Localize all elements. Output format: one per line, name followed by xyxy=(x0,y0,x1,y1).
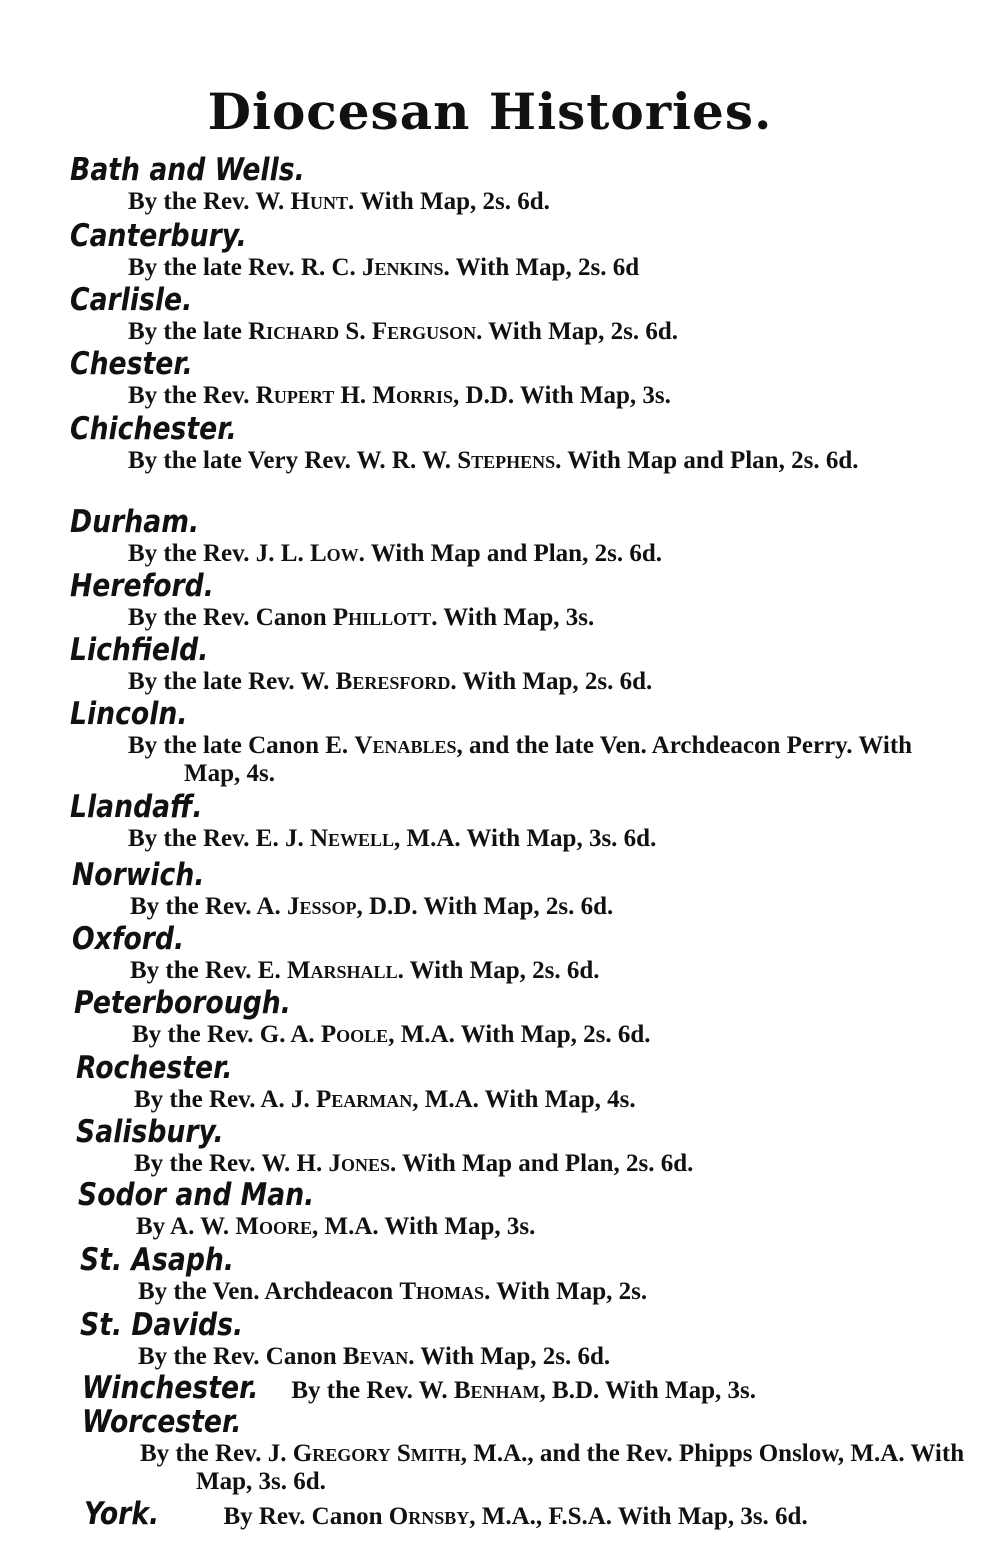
price-text: . With Map, 3s. xyxy=(431,604,595,631)
author-name: Newell xyxy=(309,825,395,852)
author-name: Gregory Smith xyxy=(292,1440,461,1467)
by-text: By the Rev. E. xyxy=(130,957,287,984)
entry-description xyxy=(70,825,1000,853)
price-text: . With Map, 2s. 6d. xyxy=(476,318,679,345)
entry-lincoln xyxy=(70,696,1000,788)
entry-description xyxy=(78,1213,1000,1241)
entry-description xyxy=(70,254,1000,282)
diocese-name: Winchester. xyxy=(82,1370,259,1406)
entry-durham xyxy=(70,504,1000,568)
entry-description xyxy=(70,382,1000,410)
entry-carlisle xyxy=(70,282,1000,346)
author-name: Thomas xyxy=(399,1278,485,1305)
price-text: , and the late Ven. Archdeacon Perry. With Map, 4s. xyxy=(184,732,913,787)
price-text: , M.A. With Map, 3s. xyxy=(311,1213,536,1240)
diocese-name: Salisbury. xyxy=(76,1114,224,1150)
entry-worcester xyxy=(82,1404,1000,1496)
by-text: By the Rev. W. H. xyxy=(134,1150,329,1177)
entry-description xyxy=(70,604,1000,632)
price-text: . With Map and Plan, 2s. 6d. xyxy=(358,540,662,567)
price-text: . With Map and Plan, 2s. 6d. xyxy=(555,447,859,474)
entry-description xyxy=(76,1086,1000,1114)
by-text: By Rev. Canon xyxy=(223,1503,389,1530)
author-name: Bevan xyxy=(342,1343,409,1370)
diocese-name: Lichfield. xyxy=(70,632,209,668)
entry-canterbury xyxy=(70,218,1000,282)
diocese-name: Durham. xyxy=(70,504,200,540)
diocese-name: St. Davids. xyxy=(80,1307,244,1343)
by-text: By the Rev. A. J. xyxy=(134,1086,316,1113)
author-name: Ornsby xyxy=(388,1503,470,1530)
diocese-name: St. Asaph. xyxy=(80,1242,235,1278)
author-name: Jenkins xyxy=(362,254,444,281)
entry-oxford xyxy=(72,921,1000,985)
by-text: By the Rev. G. A. xyxy=(132,1021,321,1048)
price-text: . With Map, 2s. 6d. xyxy=(408,1343,611,1370)
diocese-name: Bath and Wells. xyxy=(70,152,305,188)
entry-description xyxy=(76,1150,1000,1178)
by-text: By the Rev. xyxy=(128,382,256,409)
entry-description xyxy=(80,1343,1000,1371)
price-text: , D.D. With Map, 2s. 6d. xyxy=(356,893,614,920)
author-name: Richard S. Ferguson xyxy=(248,318,477,345)
price-text: , B.D. With Map, 3s. xyxy=(539,1377,756,1404)
by-text: By the late Rev. W. xyxy=(128,668,336,695)
diocese-name: Rochester. xyxy=(76,1050,233,1086)
entry-description xyxy=(72,957,1000,985)
entry-description xyxy=(291,1377,756,1405)
diocese-name: Lincoln. xyxy=(70,696,188,732)
entry-chester xyxy=(70,346,1000,410)
price-text: , M.A. With Map, 3s. 6d. xyxy=(394,825,657,852)
entry-description xyxy=(70,668,1000,696)
author-name: Benham xyxy=(453,1377,540,1404)
by-text: By the Rev. W. xyxy=(128,188,291,215)
price-text: , M.A., F.S.A. With Map, 3s. 6d. xyxy=(469,1503,808,1530)
diocese-name: Worcester. xyxy=(82,1404,242,1440)
entry-description xyxy=(70,318,1000,346)
author-name: Pearman xyxy=(315,1086,413,1113)
author-name: Hunt xyxy=(290,188,348,215)
author-name: Rupert H. Morris xyxy=(255,382,454,409)
by-text: By the late Canon E. xyxy=(128,732,355,759)
price-text: . With Map, 2s. 6d. xyxy=(397,957,600,984)
price-text: , M.A. With Map, 2s. 6d. xyxy=(388,1021,651,1048)
entry-description xyxy=(128,732,974,788)
entry-chichester xyxy=(70,411,1000,475)
entry-st-davids xyxy=(80,1307,1000,1371)
entry-description xyxy=(128,447,974,475)
author-name: Moore xyxy=(235,1213,312,1240)
by-text: By the Rev. Canon xyxy=(128,604,333,631)
diocese-name: Carlisle. xyxy=(70,282,193,318)
entry-sodor-and-man xyxy=(78,1177,1000,1241)
by-text: By the Ven. Archdeacon xyxy=(138,1278,400,1305)
by-text: By the Rev. Canon xyxy=(138,1343,343,1370)
entry-norwich xyxy=(72,857,1000,921)
diocese-name: Chester. xyxy=(70,346,193,382)
entry-st-asaph xyxy=(80,1242,1000,1306)
by-text: By the Rev. A. xyxy=(130,893,287,920)
diocese-name: York. xyxy=(84,1496,160,1532)
price-text: . With Map, 2s. 6d. xyxy=(450,668,653,695)
author-name: Stephens xyxy=(457,447,556,474)
entry-description xyxy=(140,1440,986,1496)
by-text: By the late Very Rev. W. R. W. xyxy=(128,447,458,474)
by-text: By the late xyxy=(128,318,249,345)
entry-description xyxy=(223,1503,807,1531)
price-text: . With Map, 2s. 6d. xyxy=(347,188,550,215)
entry-llandaff xyxy=(70,789,1000,853)
by-text: By the Rev. E. J. xyxy=(128,825,310,852)
diocese-name: Norwich. xyxy=(72,857,205,893)
author-name: Venables xyxy=(354,732,457,759)
entry-york xyxy=(84,1496,1000,1532)
diocese-name: Hereford. xyxy=(70,568,214,604)
author-name: Jessop xyxy=(286,893,357,920)
diocese-name: Llandaff. xyxy=(70,789,203,825)
author-name: Poole xyxy=(320,1021,389,1048)
by-text: By A. W. xyxy=(136,1213,236,1240)
entry-bath-and-wells xyxy=(70,152,1000,216)
entry-salisbury xyxy=(76,1114,1000,1178)
entry-description xyxy=(70,540,1000,568)
diocese-name: Oxford. xyxy=(72,921,185,957)
entry-winchester xyxy=(82,1370,1000,1406)
author-name: Low xyxy=(309,540,359,567)
entry-description xyxy=(74,1021,1000,1049)
by-text: By the Rev. W. xyxy=(291,1377,454,1404)
author-name: Beresford xyxy=(335,668,451,695)
by-text: By the Rev. J. xyxy=(140,1440,293,1467)
by-text: By the Rev. J. L. xyxy=(128,540,310,567)
author-name: Marshall xyxy=(286,957,398,984)
entry-peterborough xyxy=(74,985,1000,1049)
price-text: , M.A. With Map, 4s. xyxy=(412,1086,636,1113)
entry-rochester xyxy=(76,1050,1000,1114)
entry-hereford xyxy=(70,568,1000,632)
price-text: . With Map, 2s. xyxy=(484,1278,648,1305)
price-text: . With Map and Plan, 2s. 6d. xyxy=(390,1150,694,1177)
by-text: By the late Rev. R. C. xyxy=(128,254,362,281)
price-text: . With Map, 2s. 6d xyxy=(443,254,640,281)
author-name: Jones xyxy=(328,1150,391,1177)
entry-lichfield xyxy=(70,632,1000,696)
diocese-name: Canterbury. xyxy=(70,218,247,254)
entry-description xyxy=(70,188,1000,216)
entry-description xyxy=(80,1278,1000,1306)
diocese-name: Peterborough. xyxy=(74,985,291,1021)
price-text: , D.D. With Map, 3s. xyxy=(453,382,671,409)
page-title: Diocesan Histories. xyxy=(207,82,773,141)
price-text: , M.A., and the Rev. Phipps Onslow, M.A. With Map, 3s. 6d. xyxy=(196,1440,965,1495)
author-name: Phillott xyxy=(332,604,432,631)
diocese-name: Sodor and Man. xyxy=(78,1177,315,1213)
entry-description xyxy=(72,893,1000,921)
diocese-name: Chichester. xyxy=(70,411,237,447)
